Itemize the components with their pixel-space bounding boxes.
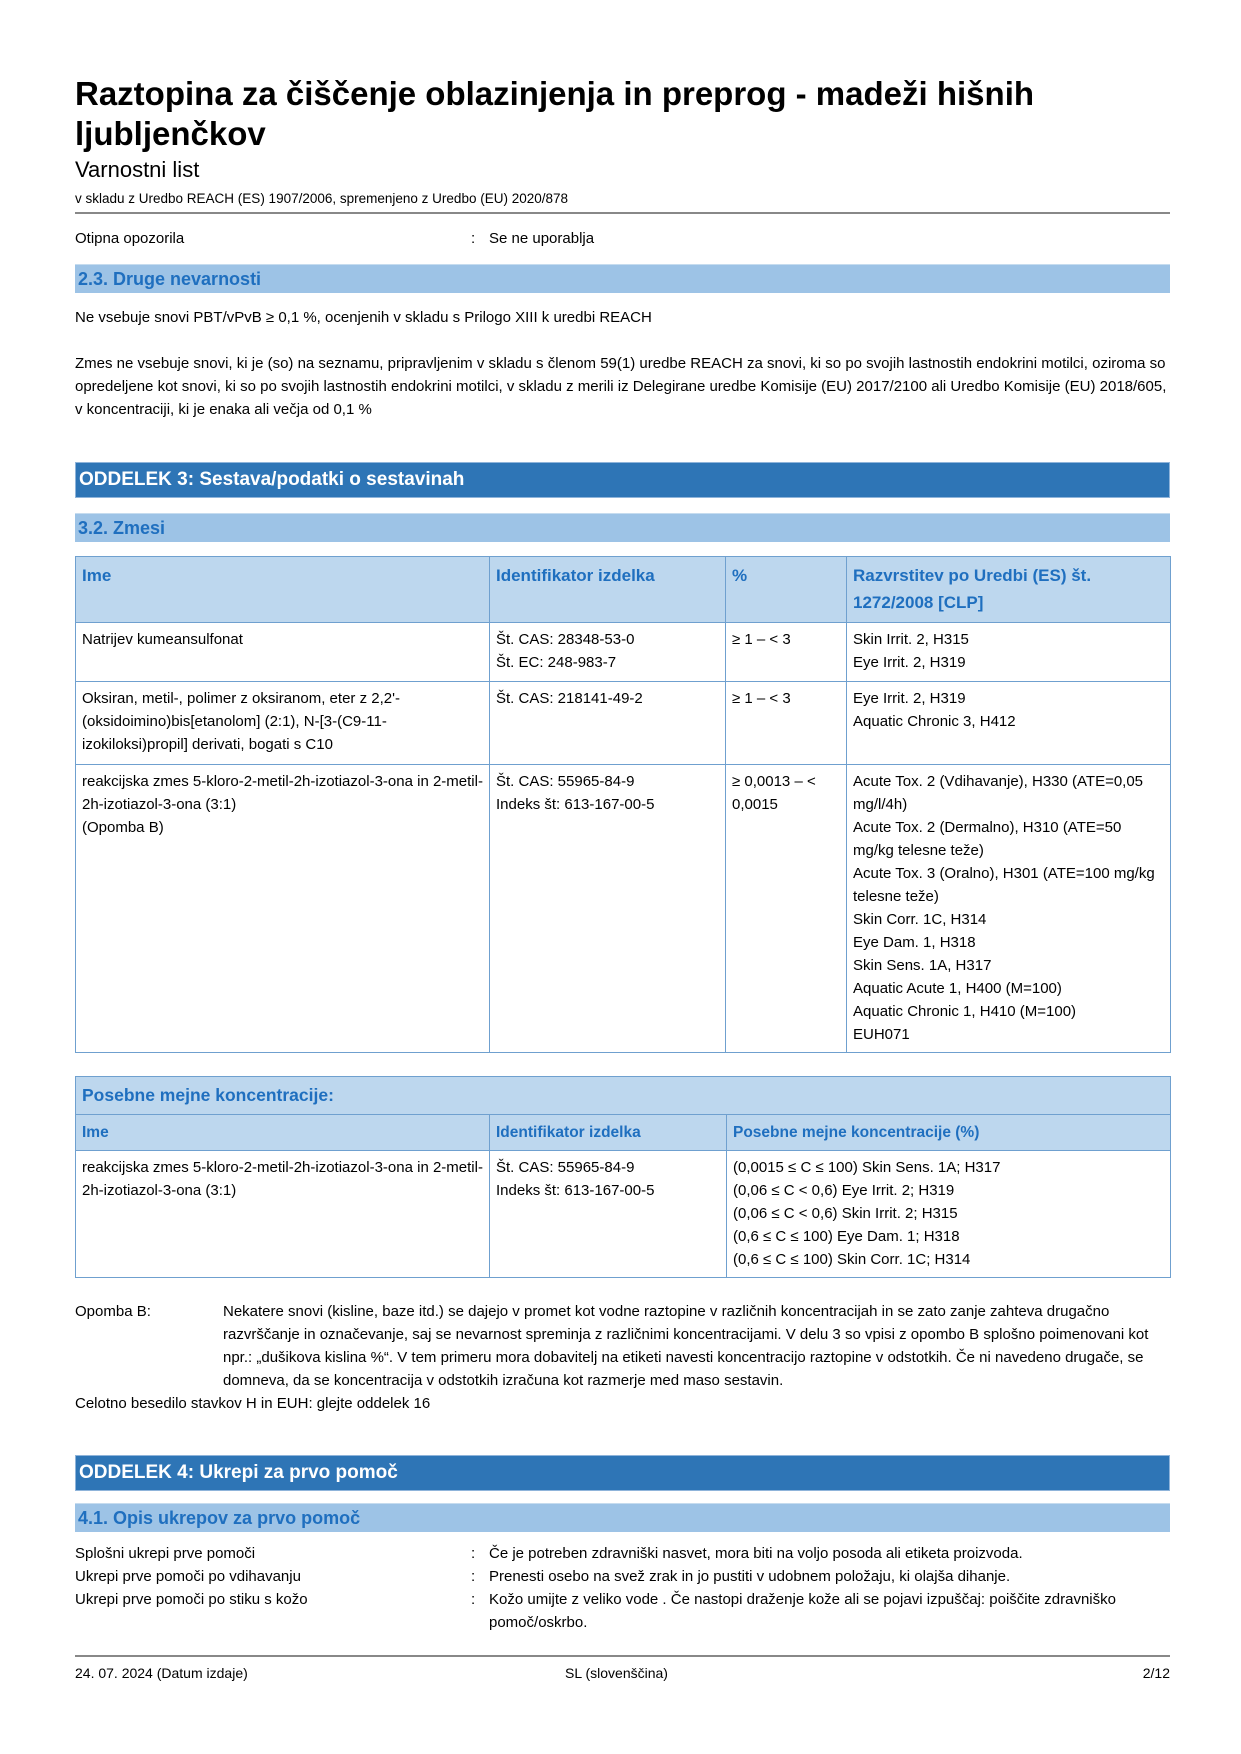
classification-line: EUH071	[853, 1026, 910, 1043]
document-subtitle: Varnostni list	[75, 157, 200, 182]
cell-name	[76, 682, 490, 765]
identifier-line: Št. CAS: 28348-53-0	[496, 631, 635, 648]
first-aid-inhalation-value: Prenesti osebo na svež zrak in jo pustiti v udobnem položaju, ki olajša dihanje.	[489, 1568, 1011, 1585]
document-title: Raztopina za čiščenje oblazinjenja in preprog - madeži hišnih ljubljenčkov	[75, 75, 1035, 152]
name-line: reakcijska zmes 5-kloro-2-metil-2h-izotiazol-3-ona in 2-metil-2h-izotiazol-3-ona (3:1)	[82, 773, 483, 813]
table-row	[76, 623, 1171, 682]
first-aid-skin-value: Kožo umijte z veliko vode . Če nastopi draženje kože ali se pojavi izpuščaj: poiščite zdravniško pomoč/oskrbo.	[489, 1591, 1116, 1631]
classification-line: Skin Sens. 1A, H317	[853, 957, 992, 974]
scl-header-identifier: Identifikator izdelka	[490, 1115, 727, 1151]
identifier-line: Št. CAS: 218141-49-2	[496, 690, 643, 707]
first-aid-inhalation-colon: :	[471, 1568, 476, 1585]
cell-percent: ≥ 0,0013 – < 0,0015	[726, 765, 847, 1053]
pbt-statement: Ne vsebuje snovi PBT/vPvB ≥ 0,1 %, ocenjenih v skladu s Prilogo XIII k uredbi REACH	[75, 309, 652, 326]
scl-title-row	[76, 1077, 1171, 1115]
limit-line: (0,06 ≤ C < 0,6) Eye Irrit. 2; H319	[733, 1182, 955, 1199]
classification-line: Eye Irrit. 2, H319	[853, 690, 966, 707]
subsection-3-2-header: 3.2. Zmesi	[75, 513, 1170, 542]
mixtures-table	[75, 556, 1171, 1053]
cell-limits	[727, 1151, 1171, 1278]
footer-language: SL (slovenščina)	[565, 1665, 668, 1681]
first-aid-general-value: Če je potreben zdravniški nasvet, mora biti na voljo posoda ali etiketa proizvoda.	[489, 1545, 1023, 1562]
header-name: Ime	[76, 557, 490, 623]
first-aid-skin-colon: :	[471, 1591, 476, 1608]
footer-page-number: 2/12	[1142, 1665, 1170, 1681]
cell-name: reakcijska zmes 5-kloro-2-metil-2h-izotiazol-3-ona in 2-metil-2h-izotiazol-3-ona (3:1)	[76, 1151, 490, 1278]
classification-line: Aquatic Chronic 3, H412	[853, 713, 1016, 730]
section-4-header: ODDELEK 4: Ukrepi za prvo pomoč	[75, 1455, 1170, 1491]
limit-line: (0,6 ≤ C ≤ 100) Skin Corr. 1C; H314	[733, 1251, 971, 1268]
footer-divider	[75, 1655, 1170, 1657]
classification-line: Aquatic Acute 1, H400 (M=100)	[853, 980, 1062, 997]
subsection-4-1-header: 4.1. Opis ukrepov za prvo pomoč	[75, 1503, 1170, 1532]
classification-line: Eye Irrit. 2, H319	[853, 654, 966, 671]
scl-header-row	[76, 1115, 1171, 1151]
cell-percent: ≥ 1 – < 3	[726, 623, 847, 682]
section-3-header: ODDELEK 3: Sestava/podatki o sestavinah	[75, 462, 1170, 498]
cell-identifier	[490, 765, 726, 1053]
classification-line: Acute Tox. 2 (Vdihavanje), H330 (ATE=0,05 mg/l/4h)	[853, 773, 1144, 813]
otipna-label: Otipna opozorila	[75, 230, 185, 247]
table-row	[76, 765, 1171, 1053]
header-classification: Razvrstitev po Uredbi (ES) št. 1272/2008 [CLP]	[847, 557, 1171, 623]
identifier-line: Št. CAS: 55965-84-9	[496, 773, 635, 790]
subsection-2-3-header: 2.3. Druge nevarnosti	[75, 264, 1170, 293]
otipna-value: Se ne uporablja	[489, 230, 595, 247]
name-line: Oksiran, metil-, polimer z oksiranom, eter z 2,2'-(oksidoimino)bis[etanolom] (2:1), N-[3-(C9-11-izokiloksi)propil] derivati, bogati s C10	[82, 690, 400, 753]
scl-header-limits: Posebne mejne koncentracije (%)	[727, 1115, 1171, 1151]
cell-name	[76, 765, 490, 1053]
cell-classification	[847, 623, 1171, 682]
limit-line: (0,06 ≤ C < 0,6) Skin Irrit. 2; H315	[733, 1205, 958, 1222]
cell-classification	[847, 682, 1171, 765]
identifier-line: Št. EC: 248-983-7	[496, 654, 617, 671]
note-b-text: Nekatere snovi (kisline, baze itd.) se dajejo v promet kot vodne raztopine v različnih koncentracijah in se zato zanje zahteva drugačno razvrščanje in označevanje, saj se nevarnost spreminja z različnimi koncentracijami. V delu 3 so vpisi z opombo B splošno poimenovani kot npr.: „dušikova kislina %“. V tem primeru mora dobavitelj na etiketi navesti koncentracijo raztopine v odstotkih. Če ni navedeno drugače, se domneva, da se koncentracija v odstotkih izračuna kot razmerje med maso sestavin.	[223, 1303, 1149, 1389]
cell-classification	[847, 765, 1171, 1053]
name-line: (Opomba B)	[82, 819, 164, 836]
first-aid-general-colon: :	[471, 1545, 476, 1562]
classification-line: Skin Irrit. 2, H315	[853, 631, 969, 648]
header-identifier: Identifikator izdelka	[490, 557, 726, 623]
classification-line: Acute Tox. 3 (Oralno), H301 (ATE=100 mg/kg telesne teže)	[853, 865, 1155, 905]
cell-identifier	[490, 682, 726, 765]
cell-identifier	[490, 623, 726, 682]
endocrine-statement: Zmes ne vsebuje snovi, ki je (so) na seznamu, pripravljenim v skladu s členom 59(1) uredbe REACH za snovi, ki so po svojih lastnostih endokrini motilci, oziroma so opredeljene kot snovi, ki so po svojih lastnostih endokrini motilci, v skladu z merili iz Delegirane uredbe Komisije (EU) 2017/2100 ali Uredbo Komisije (EU) 2018/605, v koncentraciji, ki je enaka ali večja od 0,1 %	[75, 355, 1167, 418]
cell-name	[76, 623, 490, 682]
limit-line: (0,0015 ≤ C ≤ 100) Skin Sens. 1A; H317	[733, 1159, 1001, 1176]
limit-line: (0,6 ≤ C ≤ 100) Eye Dam. 1; H318	[733, 1228, 960, 1245]
header-divider	[75, 212, 1170, 214]
classification-line: Aquatic Chronic 1, H410 (M=100)	[853, 1003, 1077, 1020]
regulation-note: v skladu z Uredbo REACH (ES) 1907/2006, spremenjeno z Uredbo (EU) 2020/878	[75, 191, 569, 206]
table-row	[76, 682, 1171, 765]
classification-line: Acute Tox. 2 (Dermalno), H310 (ATE=50 mg/kg telesne teže)	[853, 819, 1122, 859]
classification-line: Skin Corr. 1C, H314	[853, 911, 987, 928]
scl-header-name: Ime	[76, 1115, 490, 1151]
note-b-label: Opomba B:	[75, 1303, 151, 1320]
first-aid-skin-label: Ukrepi prve pomoči po stiku s kožo	[75, 1591, 308, 1608]
classification-line: Eye Dam. 1, H318	[853, 934, 976, 951]
footer-date: 24. 07. 2024 (Datum izdaje)	[75, 1665, 248, 1681]
identifier-line: Št. CAS: 55965-84-9	[496, 1159, 635, 1176]
first-aid-general-label: Splošni ukrepi prve pomoči	[75, 1545, 256, 1562]
header-percent: %	[726, 557, 847, 623]
cell-identifier	[490, 1151, 727, 1278]
identifier-line: Indeks št: 613-167-00-5	[496, 1182, 655, 1199]
cell-percent: ≥ 1 – < 3	[726, 682, 847, 765]
full-text-reference: Celotno besedilo stavkov H in EUH: glejte oddelek 16	[75, 1395, 431, 1412]
name-line: Natrijev kumeansulfonat	[82, 631, 243, 648]
table-row	[76, 1151, 1171, 1278]
identifier-line: Indeks št: 613-167-00-5	[496, 796, 655, 813]
otipna-colon: :	[471, 230, 476, 247]
specific-concentration-limits-table	[75, 1076, 1171, 1278]
first-aid-inhalation-label: Ukrepi prve pomoči po vdihavanju	[75, 1568, 301, 1585]
scl-title: Posebne mejne koncentracije:	[76, 1077, 1171, 1115]
table-header-row	[76, 557, 1171, 623]
